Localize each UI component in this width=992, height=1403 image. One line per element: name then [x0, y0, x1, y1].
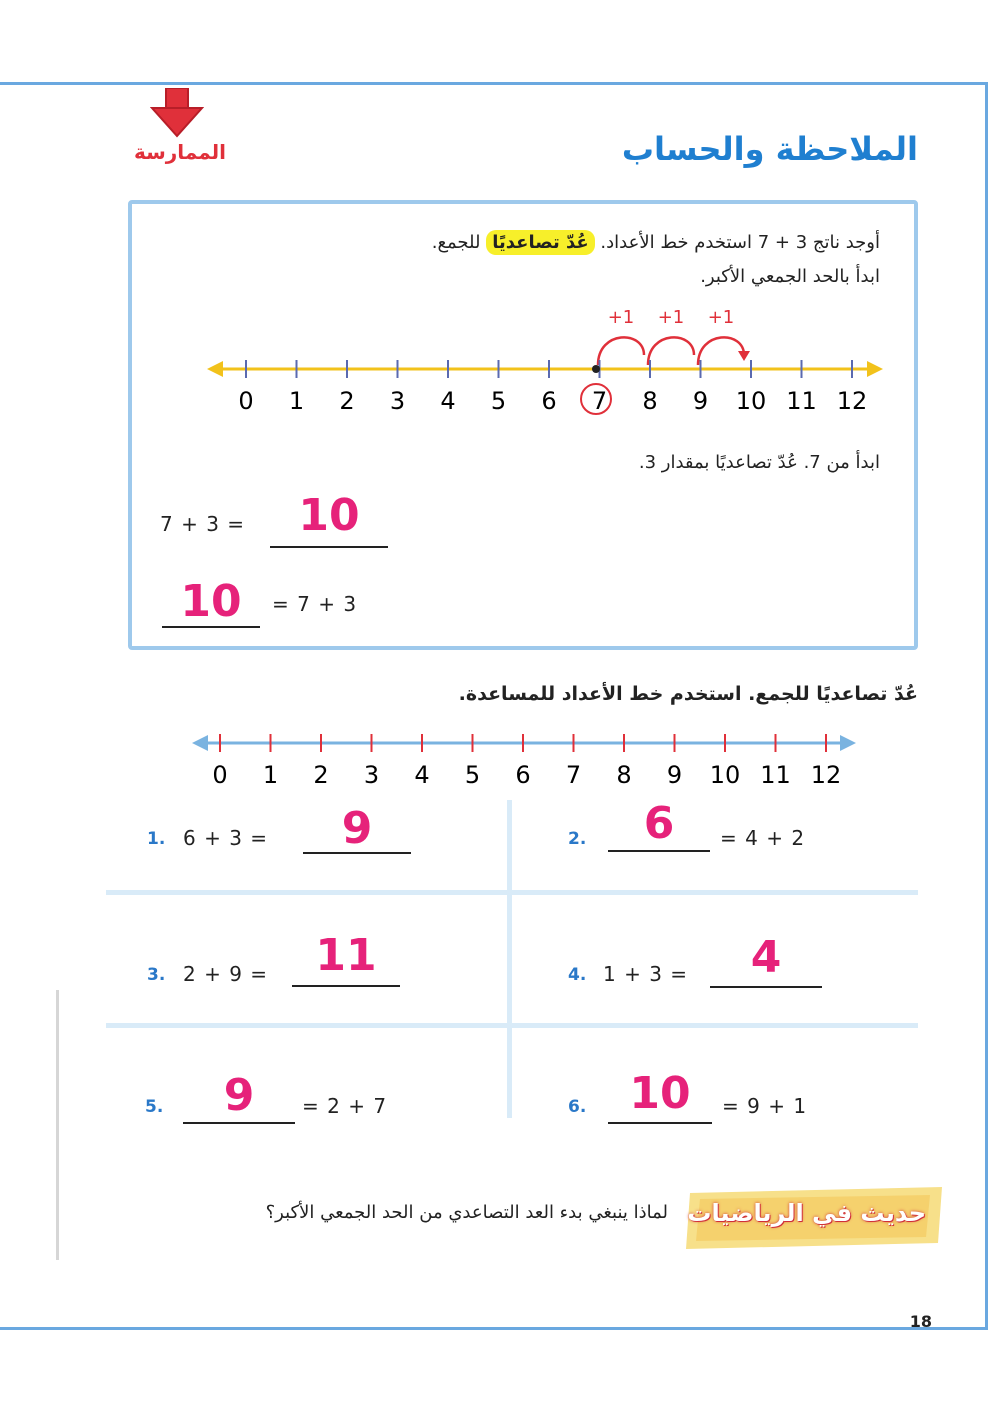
number-line-label: 5	[490, 387, 507, 415]
number-line-label: 6	[541, 387, 557, 415]
exercise-number-line	[190, 725, 860, 795]
number-line-label: 11	[786, 387, 817, 415]
example-instruction-line2: ابدأ بالحد الجمعي الأكبر.	[700, 266, 880, 287]
start-instruction: ابدأ من 7. عُدّ تصاعديًا بمقدار 3.	[638, 452, 880, 473]
exercise-answer: 9	[341, 803, 373, 854]
hop-label: +1	[707, 307, 735, 328]
exercise-blank	[183, 1122, 295, 1124]
number-line-label: 8	[616, 761, 632, 789]
exercise-blank	[608, 850, 710, 852]
exercise-answer: 9	[223, 1070, 255, 1121]
number-line-label: 12	[810, 761, 842, 789]
exercise-number: 2.	[568, 829, 587, 849]
number-line-label: 9	[666, 761, 683, 789]
exercise-answer: 4	[750, 932, 782, 983]
spine-copyright-text	[52, 990, 64, 1260]
number-line-label: 5	[464, 761, 481, 789]
practice-arrow-icon	[150, 88, 204, 142]
exercise-number: 3.	[147, 965, 166, 985]
hop-label: +1	[657, 307, 685, 328]
grid-divider-horizontal	[106, 1023, 918, 1028]
start-point	[592, 365, 600, 373]
example-eq2-right: = 7 + 3	[272, 592, 358, 616]
instruction-text-start: أوجد ناتج 3 + 7 استخدم خط الأعداد.	[600, 232, 880, 253]
number-line-label: 2	[339, 387, 355, 415]
exercise-expression: = 4 + 2	[720, 826, 806, 850]
instruction-text-end: للجمع.	[431, 232, 481, 253]
example-number-line	[205, 295, 895, 425]
exercise-blank	[608, 1122, 712, 1124]
exercise-expression: 1 + 3 =	[603, 962, 689, 986]
instruction-highlight: عُدّ تصاعديًا	[486, 230, 594, 255]
talk-math-question: لماذا ينبغي بدء العد التصاعدي من الحد الجمعي الأكبر؟	[265, 1202, 668, 1223]
number-line-label: 8	[642, 387, 658, 415]
exercise-expression: 6 + 3 =	[183, 826, 269, 850]
example-eq1-answer: 10	[298, 490, 360, 541]
number-line-label: 11	[760, 761, 791, 789]
number-line-label: 0	[238, 387, 254, 415]
right-arrow-icon	[840, 735, 856, 751]
exercise-blank	[292, 985, 400, 987]
exercise-blank	[303, 852, 411, 854]
exercise-number: 4.	[568, 965, 587, 985]
number-line-label: 1	[262, 761, 279, 789]
number-line-label: 10	[709, 761, 741, 789]
right-arrow-icon	[867, 361, 883, 377]
talk-math-badge-label: حديث في الرياضيات	[687, 1199, 926, 1227]
example-instruction-line1	[432, 232, 880, 253]
number-line-label: 2	[313, 761, 329, 789]
number-line-label: 4	[440, 387, 456, 415]
example-eq2-answer: 10	[180, 576, 242, 627]
left-arrow-icon	[192, 735, 208, 751]
number-line-label: 10	[735, 387, 767, 415]
exercise-number: 6.	[568, 1097, 587, 1117]
exercise-number: 1.	[147, 829, 166, 849]
number-line-label: 7	[565, 761, 582, 789]
talk-math-badge	[680, 1183, 950, 1253]
exercise-answer: 6	[643, 798, 675, 849]
page-number-fragment: 18	[909, 1312, 932, 1331]
grid-divider-vertical	[507, 800, 512, 1118]
number-line-label: 9	[692, 387, 709, 415]
number-line-label: 3	[389, 387, 406, 415]
example-eq1-blank	[270, 546, 388, 548]
exercises-instruction: عُدّ تصاعديًا للجمع. استخدم خط الأعداد للمساعدة.	[458, 683, 918, 705]
number-line-label: 12	[836, 387, 868, 415]
example-eq1-left: 7 + 3 =	[160, 512, 246, 536]
number-line-label: 1	[288, 387, 305, 415]
number-line-label: 6	[515, 761, 531, 789]
exercise-expression: 2 + 9 =	[183, 962, 269, 986]
number-line-label: 0	[212, 761, 228, 789]
number-line-label: 3	[363, 761, 380, 789]
page-title: الملاحظة والحساب	[621, 130, 918, 168]
grid-divider-horizontal	[106, 890, 918, 895]
example-eq2-blank	[162, 626, 260, 628]
exercise-expression: = 9 + 1	[722, 1094, 808, 1118]
left-arrow-icon	[207, 361, 223, 377]
practice-label: الممارسة	[134, 140, 227, 164]
number-line-label: 7	[591, 387, 608, 415]
exercise-number: 5.	[145, 1097, 164, 1117]
exercise-expression: = 2 + 7	[302, 1094, 388, 1118]
exercise-blank	[710, 986, 822, 988]
exercise-answer: 10	[629, 1068, 691, 1119]
number-line-label: 4	[414, 761, 430, 789]
hop-arcs	[598, 337, 750, 365]
exercise-answer: 11	[315, 930, 377, 981]
hop-label: +1	[607, 307, 635, 328]
